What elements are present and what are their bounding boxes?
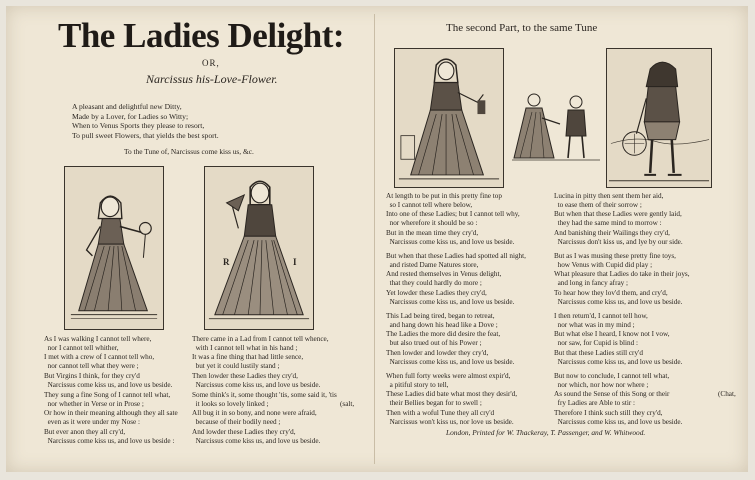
woodcut-gentleman bbox=[606, 48, 712, 188]
verse-right-col2-stanza2: But as I was musing these pretty fine toys, how Venus with Cupid did play ; What pleasure that Ladies do take in their joys, and long in fancy afray ; To hear how they lov'd them, and cry'd, Narcissus come kiss us, and love us beside. bbox=[554, 252, 690, 306]
verse-right-col2-stanza3: I then return'd, I cannot tell how, nor what was in my mind ; But what else I heard, I know not I vow, nor saw, for Cupid is blind : But that these Ladies still cry'd Narcissus come kiss us, and love us beside. bbox=[554, 312, 683, 366]
woodcut-lady-with-fan bbox=[204, 166, 314, 330]
woodcut-lady-in-gown-image bbox=[395, 49, 503, 187]
verse-left-col1-stanza1: As I was walking I cannot tell where, nor I cannot tell whither, I met with a crew of I cannot tell who, nor cannot tell what they were ; But Virgins I think, for they cry'd Narcissus come kiss us, and love us beside. bbox=[44, 335, 173, 389]
verse-right-col1-stanza3: This Lad being tired, began to retreat, and hang down his head like a Dove ; The Ladies the more did desire the feat, but also trued out of his Power ; Then lowder and lowder they cry'd, Narcissus come kiss us, and love us beside. bbox=[386, 312, 515, 366]
intro-verse: A pleasant and delightful new Ditty, Made by a Lover, for Ladies so Witty; When to Venus Sports they please to resort, To pull sweet Flowers, that yields the best sport. bbox=[72, 102, 219, 140]
ballad-subtitle: Narcissus his-Love-Flower. bbox=[146, 72, 278, 86]
ballad-title: The Ladies Delight: bbox=[58, 16, 345, 55]
center-fold bbox=[374, 14, 375, 464]
verse-right-col1-stanza1: At length to be put in this pretty fine top so I cannot tell where below, Into one of these Ladies; but I cannot tell why, nor wherefore it should be so : But in the mean time they cry'd, Narcissus come kiss us, and love us beside. bbox=[386, 192, 520, 246]
woodcut-two-figures bbox=[510, 88, 602, 164]
woodcut-two-figures-image bbox=[510, 88, 602, 164]
verse-right-col2-stanza4: But now to conclude, I cannot tell what, nor which, nor how nor where ; As sound the Sense of this Song or their fry Ladies are Able to stir : Therefore I think such still they cry'd, Narcissus come kiss us, and love us beside. bbox=[554, 372, 683, 426]
verse-margin-note-chat: (Chat, bbox=[718, 390, 736, 398]
printer-imprint: London, Printed for W. Thackeray, T. Passenger, and W. Whitwood. bbox=[446, 428, 646, 437]
woodcut-lady-with-flower-image bbox=[65, 167, 163, 329]
second-part-heading: The second Part, to the same Tune bbox=[446, 22, 598, 34]
woodcut-gentleman-image bbox=[607, 49, 711, 187]
broadside-sheet bbox=[6, 6, 748, 472]
woodcut-letter-i: I bbox=[293, 257, 297, 267]
title-or: OR, bbox=[202, 58, 220, 68]
verse-left-col1-stanza2: They sung a fine Song of I cannot tell what, nor whether in Verse or in Prose ; Or how in their meaning although they all sate even as it were under my Nose : But ever anon they all cry'd, Narcissus come kiss us, and love us beside : bbox=[44, 391, 178, 445]
woodcut-lady-with-flower bbox=[64, 166, 164, 330]
woodcut-lady-with-fan-image bbox=[205, 167, 313, 329]
verse-right-col1-stanza4: When full forty weeks were almost expir'd, a pitiful story to tell, These Ladies did bate what most they desir'd, their Bellies began for to swell ; Then with a woful Tune they all cry'd Narcissus won't kiss us, nor love us beside. bbox=[386, 372, 518, 426]
woodcut-lady-in-gown bbox=[394, 48, 504, 188]
verse-right-col1-stanza2: But when that these Ladies had spotted all night, and risted Dame Natures store, And rested themselves in Venus delight, that they could hardly do more ; Yet lowder these Ladies they cry'd, Narcissus come kiss us, and love us beside. bbox=[386, 252, 526, 306]
verse-left-col2-stanza1: There came in a Lad from I cannot tell whence, with I cannot tell what in his hand ; It was a fine thing that had little sence, but yet it could lustily stand ; Then lowder these Ladies they cry'd, Narcissus come kiss us, and love us beside. bbox=[192, 335, 329, 389]
verse-margin-note-salt: (salt, bbox=[340, 400, 355, 408]
verse-right-col2-stanza1: Lucina in pitty then sent them her aid, to ease them of their sorrow ; But when that these Ladies were gently laid, they had the same mind to morrow : And banishing their Wailings they cry'd, Narcissus don't kiss us, and lye by our side. bbox=[554, 192, 683, 246]
woodcut-letter-r: R bbox=[223, 257, 230, 267]
tune-line: To the Tune of, Narcissus come kiss us, &c. bbox=[124, 147, 254, 156]
verse-left-col2-stanza2: Some think's it, some thought 'tis, some said it, 'tis it looks so lovely linked ; All bug it in so bony, and none were afraid, because of their bodily need ; And lowder these Ladies they cry'd, Narcissus come kiss us, and love us beside. bbox=[192, 391, 337, 445]
